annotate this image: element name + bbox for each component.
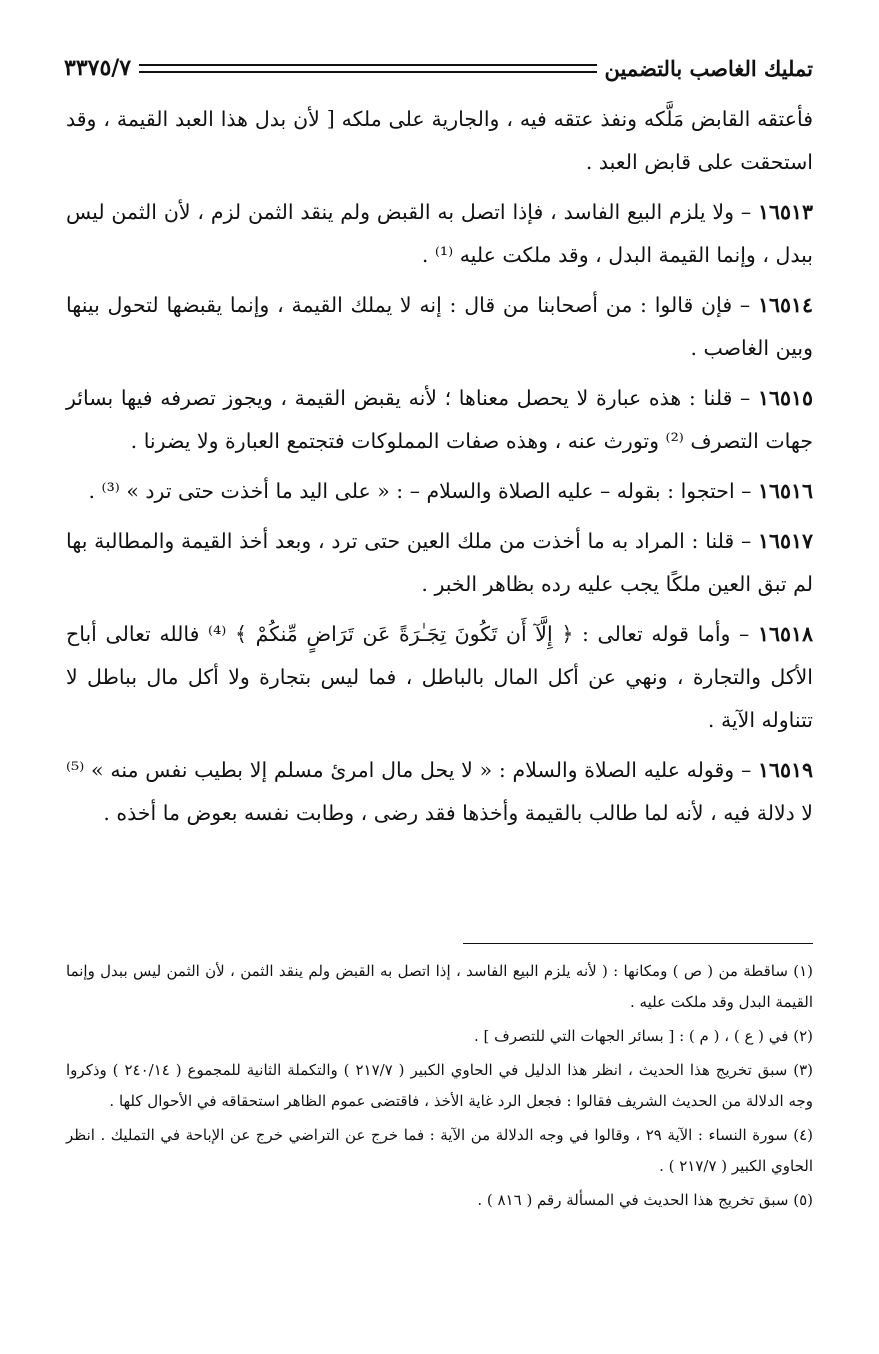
header-rule	[139, 64, 596, 73]
footnote-5: (٥) سبق تخريج هذا الحديث في المسألة رقم ( ٨١٦ ) .	[477, 1191, 813, 1209]
paragraph-text: – احتجوا : بقوله – عليه الصلاة والسلام – : « على اليد ما أخذت حتى ترد » ⁽³⁾ .	[88, 479, 758, 503]
paragraph-number: ١٦٥١٣	[757, 200, 813, 224]
running-header	[64, 48, 813, 88]
paragraph-16513	[66, 191, 813, 277]
paragraph-16517	[66, 520, 813, 606]
footnote-4: (٤) سورة النساء : الآية ٢٩ ، وقالوا في وجه الدلالة من الآية : فما خرج عن التراضي خرج عن الإباحة في التمليك . انظر الحاوي الكبير ( ٢١٧/٧ ) .	[66, 1126, 813, 1175]
paragraph-text: – ولا يلزم البيع الفاسد ، فإذا اتصل به القبض ولم ينقد الثمن لزم ، لأن الثمن ليس ببدل ، وإنما القيمة البدل ، وقد ملكت عليه ⁽¹⁾ .	[66, 200, 813, 267]
footnote-3: (٣) سبق تخريج هذا الحديث ، انظر هذا الدليل في الحاوي الكبير ( ٢١٧/٧ ) والتكملة الثانية للمجموع ( ٢٤٠/١٤ ) وذكروا وجه الدلالة من الحديث الشريف فقالوا : فجعل الرد غاية الأخذ ، فاقتضى عموم الظاهر استحقاقه في الأحوال كلها .	[66, 1061, 814, 1110]
paragraph-16519	[66, 749, 813, 835]
paragraph-text: – فإن قالوا : من أصحابنا من قال : إنه لا يملك القيمة ، وإنما يقبضها لتحول بينها وبين الغاصب .	[66, 293, 813, 360]
footnote-2: (٢) في ( ع ) ، ( م ) : [ بسائر الجهات التي للتصرف ] .	[473, 1027, 813, 1045]
paragraph-16514	[66, 284, 813, 370]
paragraph-16518	[66, 613, 813, 742]
paragraph-number: ١٦٥١٧	[757, 529, 813, 553]
paragraph-text: – قلنا : المراد به ما أخذت من ملك العين حتى ترد ، وبعد أخذ القيمة والمطالبة بها لم تبق العين ملكًا يجب عليه رده بظاهر الخبر .	[66, 529, 813, 596]
footnote-1: (١) ساقطة من ( ص ) ومكانها : ( لأنه يلزم البيع الفاسد ، إذا اتصل به القبض ولم ينقد الثمن ، لأن الثمن ليس ببدل وإنما القيمة البدل وقد ملكت عليه .	[66, 962, 813, 1011]
paragraph-16516	[66, 470, 813, 513]
footnotes	[66, 956, 813, 1219]
paragraph-continuation	[66, 98, 813, 184]
paragraph-text: – قلنا : هذه عبارة لا يحصل معناها ؛ لأنه يقبض القيمة ، ويجوز تصرفه فيها بسائر جهات التصرف ⁽²⁾ وتورث عنه ، وهذه صفات المملوكات فتجتمع العبارة ولا يضرنا .	[66, 386, 813, 453]
paragraph-number: ١٦٥١٩	[757, 758, 813, 782]
footnote-divider	[463, 943, 813, 944]
paragraph-text: فأعتقه القابض مَلَّكه ونفذ عتقه فيه ، والجارية على ملكه [ لأن بدل هذا العبد القيمة ، وقد استحقت على قابض العبد .	[66, 107, 813, 174]
main-text	[66, 98, 813, 842]
page-number: ٣٣٧٥/٧	[64, 55, 132, 81]
paragraph-text: – وقوله عليه الصلاة والسلام : « لا يحل مال امرئ مسلم إلا بطيب نفس منه » ⁽⁵⁾ لا دلالة فيه ، لأنه لما طالب بالقيمة وأخذها فقد رضى ، وطابت نفسه بعوض ما أخذه .	[66, 758, 813, 825]
paragraph-number: ١٦٥١٨	[757, 622, 813, 646]
chapter-title: تمليك الغاصب بالتضمين	[604, 55, 813, 81]
paragraph-number: ١٦٥١٤	[757, 293, 813, 317]
paragraph-text: – وأما قوله تعالى : ﴿ إِلَّآ أَن تَكُونَ تِجَـٰرَةً عَن تَرَاضٍ مِّنكُمْ ﴾ ⁽⁴⁾ فالله تعالى أباح الأكل والتجارة ، ونهي عن أكل المال بالباطل ، فما ليس بتجارة ولا أكل مال بباطل لا تتناوله الآية .	[66, 622, 813, 732]
paragraph-number: ١٦٥١٦	[757, 479, 813, 503]
paragraph-number: ١٦٥١٥	[757, 386, 813, 410]
paragraph-16515	[66, 377, 813, 463]
